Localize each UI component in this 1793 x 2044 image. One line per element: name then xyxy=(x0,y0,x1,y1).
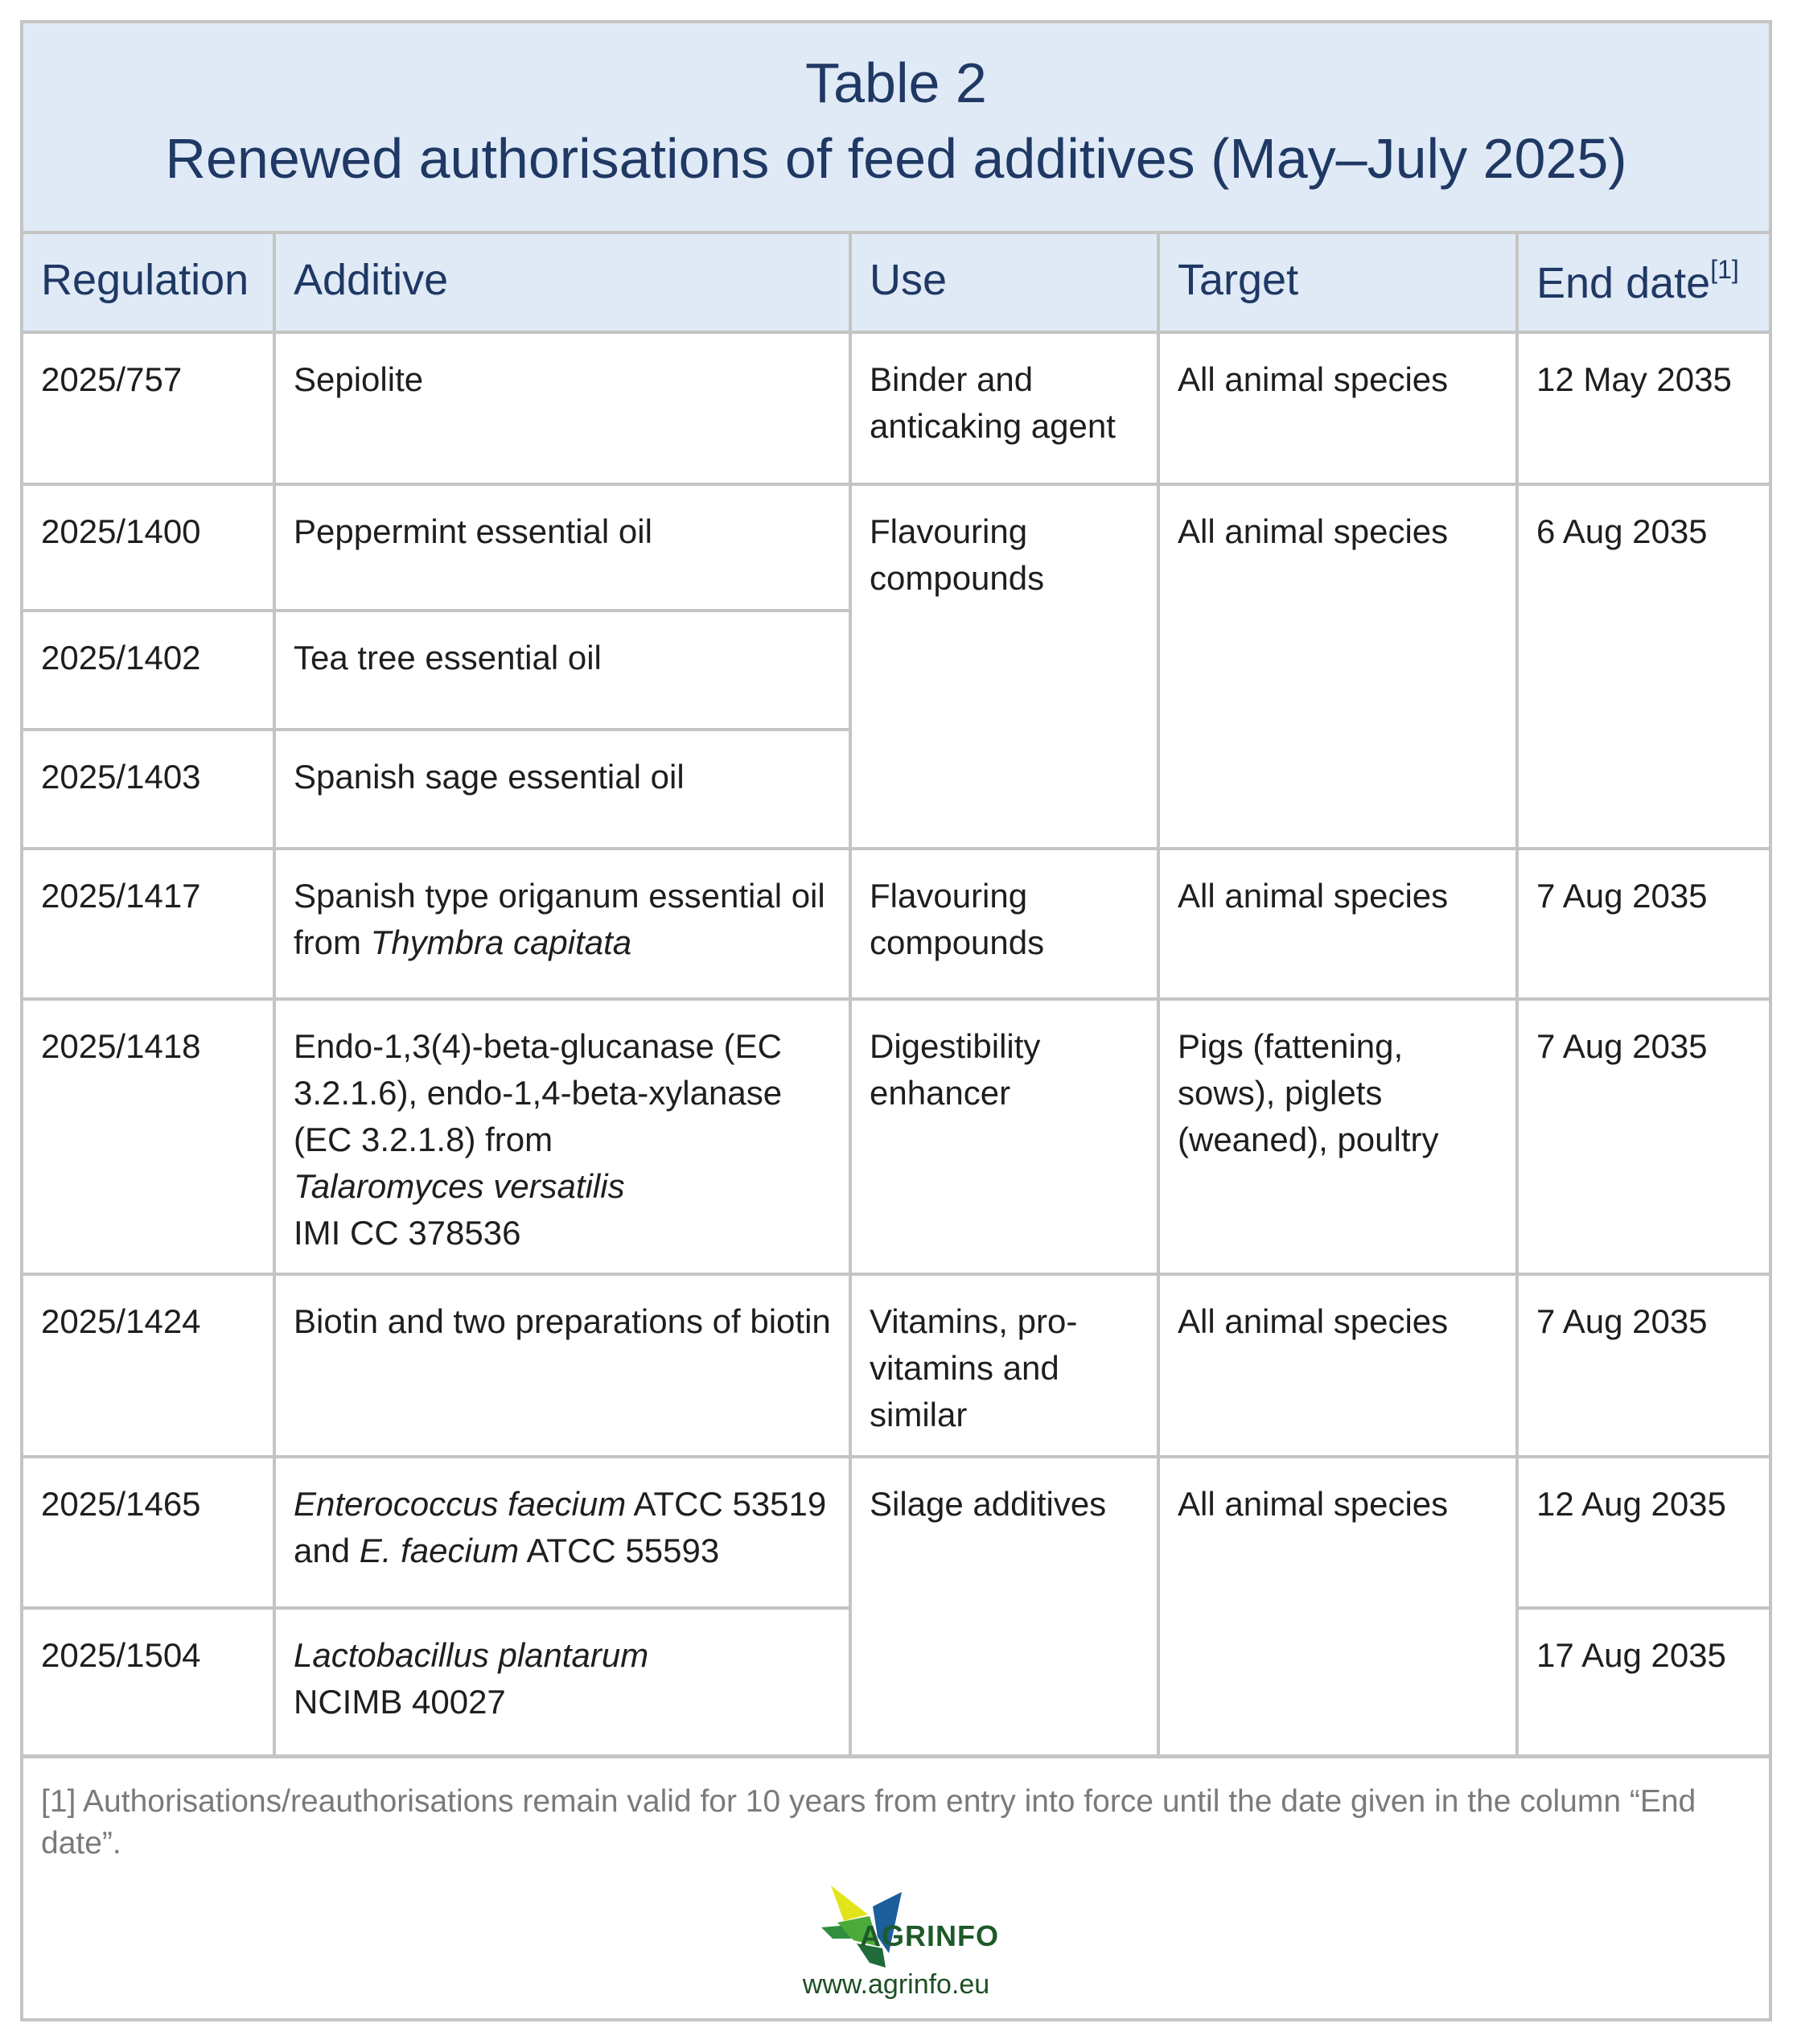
footnote-area xyxy=(23,1755,1769,2018)
table-row xyxy=(23,849,1769,999)
additive-species: Talaromyces versatilis xyxy=(294,1167,625,1205)
end-date-cell: 12 Aug 2035 xyxy=(1517,1457,1769,1608)
additive-cell: Peppermint essential oil xyxy=(274,484,850,611)
use-cell: Flavouring compounds xyxy=(850,484,1158,849)
use-cell: Digestibility enhancer xyxy=(850,999,1158,1274)
footnote-ref[interactable]: [1] xyxy=(1710,255,1739,284)
additive-species: Enterococcus faecium xyxy=(294,1485,627,1523)
target-cell: All animal species xyxy=(1158,1274,1517,1457)
end-date-cell: 17 Aug 2035 xyxy=(1517,1608,1769,1756)
footnote: [1] Authorisations/reauthorisations remain valid for 10 years from entry into force until the date given in the column “End date”. xyxy=(41,1784,1696,1861)
additive-cell: Biotin and two preparations of biotin xyxy=(274,1274,850,1457)
additive-species: Lactobacillus plantarum xyxy=(294,1636,649,1674)
end-date-cell: 6 Aug 2035 xyxy=(1517,484,1769,849)
additive-species: E. faecium xyxy=(359,1532,520,1569)
additive-strain: NCIMB 40027 xyxy=(294,1683,506,1721)
additive-cell xyxy=(274,849,850,999)
table-row xyxy=(23,1457,1769,1608)
additive-text: Endo-1,3(4)-beta-glucanase (EC 3.2.1.6), endo-1,4-beta-xylanase (EC 3.2.1.8) from xyxy=(294,1027,783,1158)
use-cell: Vitamins, pro-vitamins and similar xyxy=(850,1274,1158,1457)
table-row xyxy=(23,1274,1769,1457)
table-title: Renewed authorisations of feed additives (May–July 2025) xyxy=(165,127,1627,190)
additive-cell xyxy=(274,999,850,1274)
target-cell: All animal species xyxy=(1158,332,1517,484)
column-header-additive: Additive xyxy=(274,232,850,332)
regulation-cell: 2025/1424 xyxy=(23,1274,274,1457)
column-header-end-date xyxy=(1517,232,1769,332)
regulation-cell: 2025/1417 xyxy=(23,849,274,999)
regulation-cell: 2025/1403 xyxy=(23,730,274,849)
use-cell: Flavouring compounds xyxy=(850,849,1158,999)
target-cell: Pigs (fattening, sows), piglets (weaned), poultry xyxy=(1158,999,1517,1274)
end-date-label: End date xyxy=(1536,259,1711,307)
regulation-cell: 2025/1402 xyxy=(23,611,274,730)
use-cell: Binder and anticaking agent xyxy=(850,332,1158,484)
target-cell: All animal species xyxy=(1158,1457,1517,1756)
end-date-cell: 7 Aug 2035 xyxy=(1517,849,1769,999)
additive-cell: Sepiolite xyxy=(274,332,850,484)
additive-cell xyxy=(274,1457,850,1608)
additives-table xyxy=(23,231,1769,1758)
additive-species: Thymbra capitata xyxy=(370,923,632,961)
additive-strain: IMI CC 378536 xyxy=(294,1214,521,1252)
regulation-cell: 2025/1418 xyxy=(23,999,274,1274)
column-header-regulation: Regulation xyxy=(23,232,274,332)
table-frame xyxy=(20,20,1772,2021)
logo-wordmark: AGRINFO xyxy=(860,1919,999,1952)
regulation-cell: 2025/1465 xyxy=(23,1457,274,1608)
column-header-use: Use xyxy=(850,232,1158,332)
additive-cell xyxy=(274,1608,850,1756)
table-row xyxy=(23,484,1769,611)
additive-cell: Tea tree essential oil xyxy=(274,611,850,730)
end-date-cell: 7 Aug 2035 xyxy=(1517,999,1769,1274)
target-cell: All animal species xyxy=(1158,484,1517,849)
table-row xyxy=(23,332,1769,484)
regulation-cell: 2025/1504 xyxy=(23,1608,274,1756)
column-header-target: Target xyxy=(1158,232,1517,332)
table-row xyxy=(23,999,1769,1274)
additive-text: Spanish type origanum essential oil from xyxy=(294,877,825,961)
table-number: Table 2 xyxy=(805,51,987,114)
regulation-cell: 2025/1400 xyxy=(23,484,274,611)
use-cell: Silage additives xyxy=(850,1457,1158,1756)
website-link[interactable]: www.agrinfo.eu xyxy=(802,1969,990,2000)
end-date-cell: 12 May 2035 xyxy=(1517,332,1769,484)
title-band xyxy=(23,23,1769,234)
header-row xyxy=(23,232,1769,332)
regulation-cell: 2025/757 xyxy=(23,332,274,484)
additive-cell: Spanish sage essential oil xyxy=(274,730,850,849)
additive-text: ATCC 53519 and xyxy=(294,1485,827,1569)
additive-text: ATCC 55593 xyxy=(519,1532,720,1569)
target-cell: All animal species xyxy=(1158,849,1517,999)
end-date-cell: 7 Aug 2035 xyxy=(1517,1274,1769,1457)
